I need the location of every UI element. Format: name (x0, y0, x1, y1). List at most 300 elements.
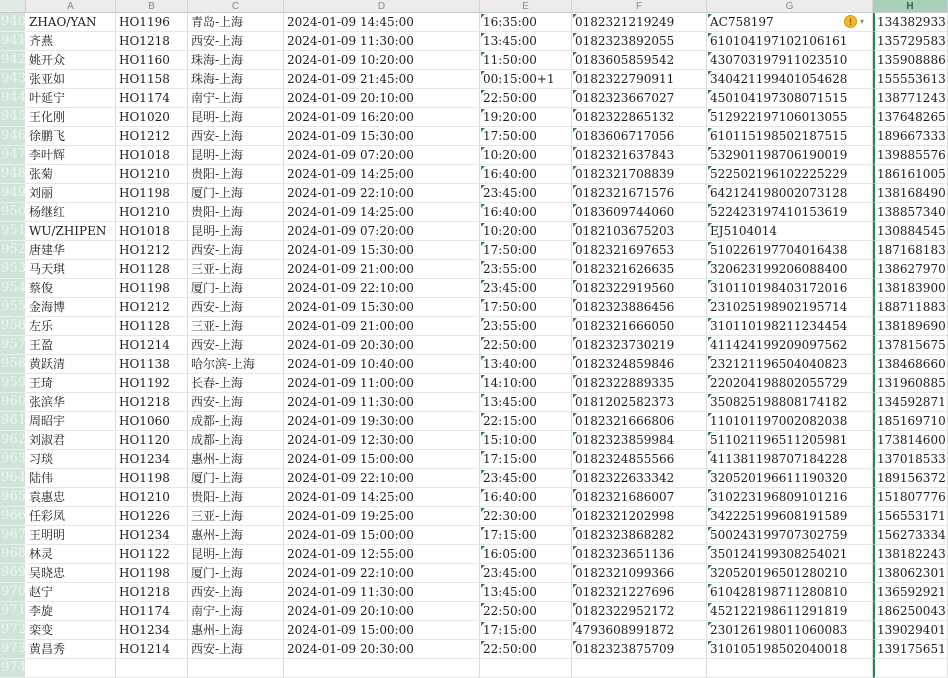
cell-E967[interactable] (480, 526, 572, 545)
cell-B953[interactable] (116, 260, 188, 279)
row-header-968[interactable] (0, 545, 26, 564)
cell-B943[interactable] (116, 70, 188, 89)
cell-G970[interactable] (707, 583, 873, 602)
cell-A966[interactable] (26, 507, 116, 526)
cell-C951[interactable] (188, 222, 284, 241)
cell-F960[interactable] (572, 393, 707, 412)
cell-F945[interactable] (572, 108, 707, 127)
cell-F966[interactable] (572, 507, 707, 526)
cell-C969[interactable] (188, 564, 284, 583)
cell-D949[interactable] (284, 184, 480, 203)
column-header-F[interactable]: F (572, 0, 707, 13)
cell-H961[interactable] (873, 412, 948, 431)
row-header-960[interactable] (0, 393, 26, 412)
cell-A950[interactable] (26, 203, 116, 222)
cell-D943[interactable] (284, 70, 480, 89)
cell-D959[interactable] (284, 374, 480, 393)
cell-B962[interactable] (116, 431, 188, 450)
cell-H944[interactable] (873, 89, 948, 108)
cell-B951[interactable] (116, 222, 188, 241)
cell-H962[interactable] (873, 431, 948, 450)
cell-A948[interactable] (26, 165, 116, 184)
select-all-corner[interactable] (0, 0, 26, 13)
cell-E963[interactable] (480, 450, 572, 469)
cell-A949[interactable] (26, 184, 116, 203)
cell-B947[interactable] (116, 146, 188, 165)
cell-E974[interactable] (480, 659, 572, 678)
cell-G951[interactable] (707, 222, 873, 241)
cell-H966[interactable] (873, 507, 948, 526)
cell-A969[interactable] (26, 564, 116, 583)
cell-D955[interactable] (284, 298, 480, 317)
cell-B967[interactable] (116, 526, 188, 545)
cell-E952[interactable] (480, 241, 572, 260)
cell-F952[interactable] (572, 241, 707, 260)
cell-H974[interactable] (873, 659, 948, 678)
cell-F968[interactable] (572, 545, 707, 564)
cell-C959[interactable] (188, 374, 284, 393)
cell-G963[interactable] (707, 450, 873, 469)
cell-F958[interactable] (572, 355, 707, 374)
cell-F969[interactable] (572, 564, 707, 583)
cell-G971[interactable] (707, 602, 873, 621)
row-header-963[interactable] (0, 450, 26, 469)
row-header-961[interactable] (0, 412, 26, 431)
cell-E948[interactable] (480, 165, 572, 184)
cell-H971[interactable] (873, 602, 948, 621)
cell-G972[interactable] (707, 621, 873, 640)
cell-E956[interactable] (480, 317, 572, 336)
cell-C955[interactable] (188, 298, 284, 317)
cell-B946[interactable] (116, 127, 188, 146)
cell-B944[interactable] (116, 89, 188, 108)
cell-B965[interactable] (116, 488, 188, 507)
cell-E946[interactable] (480, 127, 572, 146)
row-header-945[interactable] (0, 108, 26, 127)
cell-E964[interactable] (480, 469, 572, 488)
cell-H942[interactable] (873, 51, 948, 70)
cell-B957[interactable] (116, 336, 188, 355)
cell-C960[interactable] (188, 393, 284, 412)
cell-D940[interactable] (284, 13, 480, 32)
row-header-953[interactable] (0, 260, 26, 279)
row-header-972[interactable] (0, 621, 26, 640)
cell-D973[interactable] (284, 640, 480, 659)
cell-B950[interactable] (116, 203, 188, 222)
cell-F965[interactable] (572, 488, 707, 507)
cell-D957[interactable] (284, 336, 480, 355)
cell-A957[interactable] (26, 336, 116, 355)
cell-E961[interactable] (480, 412, 572, 431)
cell-B940[interactable] (116, 13, 188, 32)
cell-F957[interactable] (572, 336, 707, 355)
cell-H940[interactable] (873, 13, 948, 32)
cell-A970[interactable] (26, 583, 116, 602)
cell-C944[interactable] (188, 89, 284, 108)
cell-C974[interactable] (188, 659, 284, 678)
cell-A965[interactable] (26, 488, 116, 507)
cell-B960[interactable] (116, 393, 188, 412)
cell-H960[interactable] (873, 393, 948, 412)
row-header-948[interactable] (0, 165, 26, 184)
cell-A947[interactable] (26, 146, 116, 165)
cell-H943[interactable] (873, 70, 948, 89)
cell-A958[interactable] (26, 355, 116, 374)
cell-D961[interactable] (284, 412, 480, 431)
cell-G966[interactable] (707, 507, 873, 526)
row-header-941[interactable] (0, 32, 26, 51)
cell-B956[interactable] (116, 317, 188, 336)
row-header-954[interactable] (0, 279, 26, 298)
cell-A962[interactable] (26, 431, 116, 450)
cell-C957[interactable] (188, 336, 284, 355)
cell-E942[interactable] (480, 51, 572, 70)
cell-C968[interactable] (188, 545, 284, 564)
row-header-949[interactable] (0, 184, 26, 203)
cell-E960[interactable] (480, 393, 572, 412)
cell-A973[interactable] (26, 640, 116, 659)
cell-G945[interactable] (707, 108, 873, 127)
cell-G954[interactable] (707, 279, 873, 298)
cell-H954[interactable] (873, 279, 948, 298)
cell-C943[interactable] (188, 70, 284, 89)
cell-D941[interactable] (284, 32, 480, 51)
cell-D942[interactable] (284, 51, 480, 70)
cell-C963[interactable] (188, 450, 284, 469)
cell-D946[interactable] (284, 127, 480, 146)
cell-G942[interactable] (707, 51, 873, 70)
cell-H973[interactable] (873, 640, 948, 659)
cell-D958[interactable] (284, 355, 480, 374)
cell-D954[interactable] (284, 279, 480, 298)
cell-D948[interactable] (284, 165, 480, 184)
cell-A961[interactable] (26, 412, 116, 431)
cell-H952[interactable] (873, 241, 948, 260)
cell-H963[interactable] (873, 450, 948, 469)
cell-C972[interactable] (188, 621, 284, 640)
cell-H968[interactable] (873, 545, 948, 564)
cell-B973[interactable] (116, 640, 188, 659)
cell-C964[interactable] (188, 469, 284, 488)
cell-F967[interactable] (572, 526, 707, 545)
cell-D945[interactable] (284, 108, 480, 127)
cell-B941[interactable] (116, 32, 188, 51)
error-dropdown-icon[interactable]: ▾ (859, 17, 864, 26)
cell-G950[interactable] (707, 203, 873, 222)
cell-D956[interactable] (284, 317, 480, 336)
cell-E953[interactable] (480, 260, 572, 279)
row-header-962[interactable] (0, 431, 26, 450)
cell-E972[interactable] (480, 621, 572, 640)
cell-E943[interactable] (480, 70, 572, 89)
cell-A952[interactable] (26, 241, 116, 260)
cell-G944[interactable] (707, 89, 873, 108)
cell-G962[interactable] (707, 431, 873, 450)
cell-E971[interactable] (480, 602, 572, 621)
cell-G974[interactable] (707, 659, 873, 678)
cell-B952[interactable] (116, 241, 188, 260)
column-header-E[interactable]: E (480, 0, 572, 13)
row-header-970[interactable] (0, 583, 26, 602)
cell-A946[interactable] (26, 127, 116, 146)
row-header-950[interactable] (0, 203, 26, 222)
cell-F947[interactable] (572, 146, 707, 165)
cell-B961[interactable] (116, 412, 188, 431)
row-header-956[interactable] (0, 317, 26, 336)
cell-B971[interactable] (116, 602, 188, 621)
cell-E951[interactable] (480, 222, 572, 241)
cell-F971[interactable] (572, 602, 707, 621)
cell-E954[interactable] (480, 279, 572, 298)
row-header-964[interactable] (0, 469, 26, 488)
column-header-B[interactable]: B (116, 0, 188, 13)
cell-F972[interactable] (572, 621, 707, 640)
cell-E940[interactable] (480, 13, 572, 32)
cell-A967[interactable] (26, 526, 116, 545)
cell-G967[interactable] (707, 526, 873, 545)
cell-A968[interactable] (26, 545, 116, 564)
cell-C962[interactable] (188, 431, 284, 450)
cell-F941[interactable] (572, 32, 707, 51)
cell-H951[interactable] (873, 222, 948, 241)
cell-C973[interactable] (188, 640, 284, 659)
row-header-955[interactable] (0, 298, 26, 317)
cell-A943[interactable] (26, 70, 116, 89)
cell-D951[interactable] (284, 222, 480, 241)
cell-G956[interactable] (707, 317, 873, 336)
cell-D965[interactable] (284, 488, 480, 507)
row-header-947[interactable] (0, 146, 26, 165)
cell-F956[interactable] (572, 317, 707, 336)
cell-B974[interactable] (116, 659, 188, 678)
cell-C946[interactable] (188, 127, 284, 146)
cell-H958[interactable] (873, 355, 948, 374)
cell-F954[interactable] (572, 279, 707, 298)
cell-E957[interactable] (480, 336, 572, 355)
cell-H950[interactable] (873, 203, 948, 222)
cell-H964[interactable] (873, 469, 948, 488)
cell-E947[interactable] (480, 146, 572, 165)
cell-C948[interactable] (188, 165, 284, 184)
column-header-A[interactable]: A (26, 0, 116, 13)
cell-H955[interactable] (873, 298, 948, 317)
cell-D970[interactable] (284, 583, 480, 602)
cell-A941[interactable] (26, 32, 116, 51)
row-header-944[interactable] (0, 89, 26, 108)
cell-D950[interactable] (284, 203, 480, 222)
cell-C961[interactable] (188, 412, 284, 431)
cell-B948[interactable] (116, 165, 188, 184)
cell-C965[interactable] (188, 488, 284, 507)
cell-C958[interactable] (188, 355, 284, 374)
cell-E968[interactable] (480, 545, 572, 564)
cell-E962[interactable] (480, 431, 572, 450)
cell-E945[interactable] (480, 108, 572, 127)
cell-H949[interactable] (873, 184, 948, 203)
row-header-957[interactable] (0, 336, 26, 355)
cell-F962[interactable] (572, 431, 707, 450)
cell-C942[interactable] (188, 51, 284, 70)
cell-C956[interactable] (188, 317, 284, 336)
cell-E973[interactable] (480, 640, 572, 659)
cell-F948[interactable] (572, 165, 707, 184)
cell-D971[interactable] (284, 602, 480, 621)
cell-E966[interactable] (480, 507, 572, 526)
cell-E944[interactable] (480, 89, 572, 108)
cell-B964[interactable] (116, 469, 188, 488)
row-header-959[interactable] (0, 374, 26, 393)
column-header-C[interactable]: C (188, 0, 284, 13)
cell-G948[interactable] (707, 165, 873, 184)
cell-G969[interactable] (707, 564, 873, 583)
cell-D952[interactable] (284, 241, 480, 260)
cell-E969[interactable] (480, 564, 572, 583)
cell-D962[interactable] (284, 431, 480, 450)
column-header-H[interactable]: H (873, 0, 948, 13)
column-header-G[interactable]: G (707, 0, 873, 13)
cell-G959[interactable] (707, 374, 873, 393)
cell-C950[interactable] (188, 203, 284, 222)
cell-B942[interactable] (116, 51, 188, 70)
cell-B954[interactable] (116, 279, 188, 298)
cell-D967[interactable] (284, 526, 480, 545)
cell-E955[interactable] (480, 298, 572, 317)
row-header-969[interactable] (0, 564, 26, 583)
cell-E950[interactable] (480, 203, 572, 222)
cell-B958[interactable] (116, 355, 188, 374)
cell-G957[interactable] (707, 336, 873, 355)
cell-H948[interactable] (873, 165, 948, 184)
row-header-966[interactable] (0, 507, 26, 526)
cell-G955[interactable] (707, 298, 873, 317)
cell-C953[interactable] (188, 260, 284, 279)
cell-B968[interactable] (116, 545, 188, 564)
cell-C941[interactable] (188, 32, 284, 51)
cell-E959[interactable] (480, 374, 572, 393)
cell-F974[interactable] (572, 659, 707, 678)
cell-H945[interactable] (873, 108, 948, 127)
cell-F963[interactable] (572, 450, 707, 469)
cell-B959[interactable] (116, 374, 188, 393)
cell-A953[interactable] (26, 260, 116, 279)
cell-F943[interactable] (572, 70, 707, 89)
cell-F955[interactable] (572, 298, 707, 317)
cell-C966[interactable] (188, 507, 284, 526)
cell-G964[interactable] (707, 469, 873, 488)
cell-G961[interactable] (707, 412, 873, 431)
cell-D968[interactable] (284, 545, 480, 564)
cell-D960[interactable] (284, 393, 480, 412)
cell-G953[interactable] (707, 260, 873, 279)
cell-H941[interactable] (873, 32, 948, 51)
cell-B945[interactable] (116, 108, 188, 127)
cell-F959[interactable] (572, 374, 707, 393)
cell-C967[interactable] (188, 526, 284, 545)
cell-H972[interactable] (873, 621, 948, 640)
cell-H953[interactable] (873, 260, 948, 279)
cell-H947[interactable] (873, 146, 948, 165)
cell-A944[interactable] (26, 89, 116, 108)
error-warning-icon[interactable]: ! (844, 15, 857, 28)
cell-F970[interactable] (572, 583, 707, 602)
cell-H946[interactable] (873, 127, 948, 146)
cell-F953[interactable] (572, 260, 707, 279)
cell-G947[interactable] (707, 146, 873, 165)
row-header-971[interactable] (0, 602, 26, 621)
cell-A940[interactable] (26, 13, 116, 32)
cell-B970[interactable] (116, 583, 188, 602)
cell-A956[interactable] (26, 317, 116, 336)
cell-F950[interactable] (572, 203, 707, 222)
cell-E965[interactable] (480, 488, 572, 507)
cell-A963[interactable] (26, 450, 116, 469)
cell-A942[interactable] (26, 51, 116, 70)
cell-G949[interactable] (707, 184, 873, 203)
cell-H969[interactable] (873, 564, 948, 583)
cell-C949[interactable] (188, 184, 284, 203)
cell-H965[interactable] (873, 488, 948, 507)
cell-A972[interactable] (26, 621, 116, 640)
row-header-965[interactable] (0, 488, 26, 507)
row-header-951[interactable] (0, 222, 26, 241)
cell-F944[interactable] (572, 89, 707, 108)
row-header-973[interactable] (0, 640, 26, 659)
cell-H967[interactable] (873, 526, 948, 545)
cell-G973[interactable] (707, 640, 873, 659)
cell-D966[interactable] (284, 507, 480, 526)
cell-A951[interactable] (26, 222, 116, 241)
cell-C945[interactable] (188, 108, 284, 127)
cell-F940[interactable] (572, 13, 707, 32)
cell-G958[interactable] (707, 355, 873, 374)
cell-C947[interactable] (188, 146, 284, 165)
cell-D974[interactable] (284, 659, 480, 678)
cell-H959[interactable] (873, 374, 948, 393)
cell-A945[interactable] (26, 108, 116, 127)
cell-B972[interactable] (116, 621, 188, 640)
cell-D964[interactable] (284, 469, 480, 488)
cell-A964[interactable] (26, 469, 116, 488)
cell-A954[interactable] (26, 279, 116, 298)
row-header-946[interactable] (0, 127, 26, 146)
cell-A955[interactable] (26, 298, 116, 317)
cell-C940[interactable] (188, 13, 284, 32)
cell-E941[interactable] (480, 32, 572, 51)
column-header-D[interactable]: D (284, 0, 480, 13)
cell-G952[interactable] (707, 241, 873, 260)
cell-H957[interactable] (873, 336, 948, 355)
cell-B949[interactable] (116, 184, 188, 203)
row-header-974[interactable] (0, 659, 26, 678)
cell-F946[interactable] (572, 127, 707, 146)
row-header-942[interactable] (0, 51, 26, 70)
cell-D969[interactable] (284, 564, 480, 583)
cell-F964[interactable] (572, 469, 707, 488)
cell-G946[interactable] (707, 127, 873, 146)
cell-B963[interactable] (116, 450, 188, 469)
cell-A974[interactable] (26, 659, 116, 678)
row-header-967[interactable] (0, 526, 26, 545)
cell-F973[interactable] (572, 640, 707, 659)
cell-G941[interactable] (707, 32, 873, 51)
cell-C954[interactable] (188, 279, 284, 298)
row-header-958[interactable] (0, 355, 26, 374)
cell-H956[interactable] (873, 317, 948, 336)
cell-A971[interactable] (26, 602, 116, 621)
row-header-940[interactable] (0, 13, 26, 32)
cell-F942[interactable] (572, 51, 707, 70)
cell-H970[interactable] (873, 583, 948, 602)
